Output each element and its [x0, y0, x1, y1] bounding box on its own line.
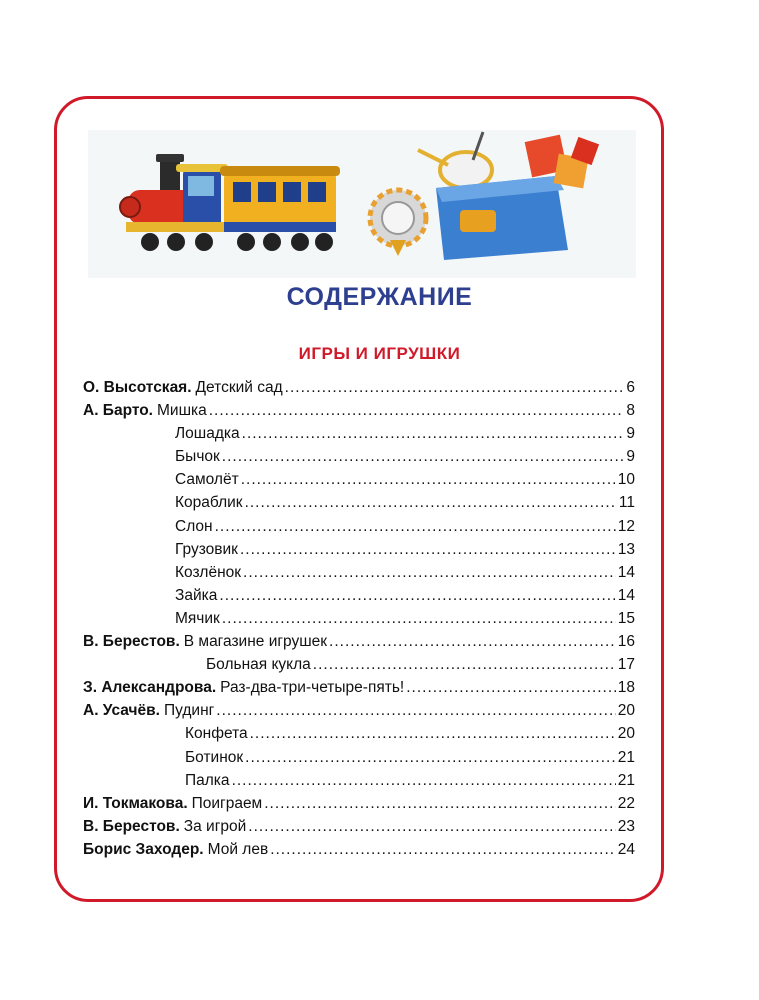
- toc-title: Детский сад: [195, 379, 283, 396]
- toc-page-number: 17: [617, 656, 635, 674]
- toc-page-number: 18: [617, 679, 635, 697]
- toc-entry[interactable]: [83, 515, 635, 538]
- dot-leader: [240, 538, 616, 561]
- section-heading: ИГРЫ И ИГРУШКИ: [298, 344, 461, 363]
- toc-title: Пудинг: [163, 702, 215, 720]
- table-of-contents: [83, 376, 635, 861]
- dot-leader: [215, 515, 616, 538]
- toc-page-number: 20: [617, 725, 635, 743]
- toc-page-number: 10: [617, 471, 635, 489]
- page-title: СОДЕРЖАНИЕ: [286, 283, 473, 311]
- toc-title: Раз-два-три-четыре-пять!: [220, 679, 405, 697]
- toc-entry[interactable]: [83, 838, 635, 861]
- toc-page-number: 16: [617, 633, 635, 651]
- toc-entry[interactable]: [83, 607, 635, 630]
- dot-leader: [243, 561, 616, 584]
- toc-author: А. Барто.: [83, 402, 153, 420]
- dot-leader: [313, 653, 616, 676]
- toc-author: И. Токмакова.: [83, 794, 188, 812]
- toc-entry[interactable]: [83, 376, 635, 399]
- dot-leader: [222, 445, 625, 468]
- toc-page-number: 9: [626, 448, 635, 466]
- toc-page-number: 15: [617, 609, 635, 627]
- dot-leader: [248, 815, 615, 838]
- toc-page-number: 22: [617, 794, 635, 812]
- toc-entry[interactable]: [83, 422, 635, 445]
- toc-entry[interactable]: [83, 491, 635, 514]
- toc-title: Кораблик: [175, 494, 243, 512]
- toc-page-number: 20: [617, 702, 635, 720]
- toc-title: В магазине игрушек: [183, 633, 328, 651]
- dot-leader: [242, 422, 625, 445]
- toc-title: Поиграем: [191, 794, 263, 812]
- toc-title: Козлёнок: [175, 563, 242, 581]
- toc-entry[interactable]: [83, 561, 635, 584]
- toc-page-number: 23: [617, 817, 635, 835]
- toc-entry[interactable]: [83, 676, 635, 699]
- toc-page-number: 6: [626, 379, 635, 396]
- dot-leader: [241, 468, 616, 491]
- dot-leader: [250, 722, 616, 745]
- toc-page-number: 14: [617, 563, 635, 581]
- toc-author: О. Высотская.: [83, 379, 192, 396]
- toc-author: В. Берестов.: [83, 633, 180, 651]
- toc-entry[interactable]: [83, 584, 635, 607]
- toc-title: Ботинок: [185, 748, 244, 766]
- toc-entry[interactable]: [83, 746, 635, 769]
- toc-page-number: 13: [617, 540, 635, 558]
- dot-leader: [329, 630, 616, 653]
- illustration: [88, 110, 636, 278]
- dot-leader: [222, 607, 616, 630]
- toc-title: Конфета: [185, 725, 248, 743]
- toc-entry[interactable]: [83, 815, 635, 838]
- toc-page-number: 11: [618, 494, 635, 512]
- dot-leader: [285, 376, 625, 399]
- toc-title: За игрой: [183, 817, 247, 835]
- toc-author: З. Александрова.: [83, 679, 217, 697]
- toc-title: Зайка: [175, 586, 218, 604]
- toc-title: Мишка: [157, 402, 207, 420]
- toc-page-number: 21: [617, 748, 635, 766]
- toc-page-number: 12: [617, 517, 635, 535]
- toc-title: Палка: [185, 771, 230, 789]
- toc-title: Больная кукла: [206, 656, 311, 674]
- toc-page-number: 8: [626, 402, 635, 420]
- dot-leader: [245, 491, 617, 514]
- toc-entry[interactable]: [83, 722, 635, 745]
- toc-entry[interactable]: [83, 630, 635, 653]
- dot-leader: [245, 746, 616, 769]
- dot-leader: [219, 584, 615, 607]
- toc-entry[interactable]: [83, 399, 635, 422]
- toc-page-number: 24: [617, 840, 635, 858]
- toc-title: Грузовик: [175, 540, 238, 558]
- toc-entry[interactable]: [83, 445, 635, 468]
- toc-title: Слон: [175, 517, 213, 535]
- dot-leader: [264, 792, 616, 815]
- toc-author: В. Берестов.: [83, 817, 180, 835]
- toc-entry[interactable]: [83, 468, 635, 491]
- toc-author: А. Усачёв.: [83, 702, 160, 720]
- toc-title: Бычок: [175, 448, 220, 466]
- toc-title: Мячик: [175, 609, 220, 627]
- dot-leader: [270, 838, 616, 861]
- dot-leader: [216, 699, 615, 722]
- toc-entry[interactable]: [83, 792, 635, 815]
- toc-entry[interactable]: [83, 538, 635, 561]
- dot-leader: [232, 769, 616, 792]
- toc-title: Самолёт: [175, 471, 239, 489]
- dot-leader: [406, 676, 616, 699]
- toc-entry[interactable]: [83, 653, 635, 676]
- dot-leader: [209, 399, 625, 422]
- toc-page-number: 21: [617, 771, 635, 789]
- toc-page-number: 14: [617, 586, 635, 604]
- toc-title: Мой лев: [207, 840, 269, 858]
- toc-entry[interactable]: [83, 699, 635, 722]
- toc-entry[interactable]: [83, 769, 635, 792]
- toc-author: Борис Заходер.: [83, 840, 204, 858]
- toc-title: Лошадка: [175, 425, 240, 443]
- toc-page-number: 9: [626, 425, 635, 443]
